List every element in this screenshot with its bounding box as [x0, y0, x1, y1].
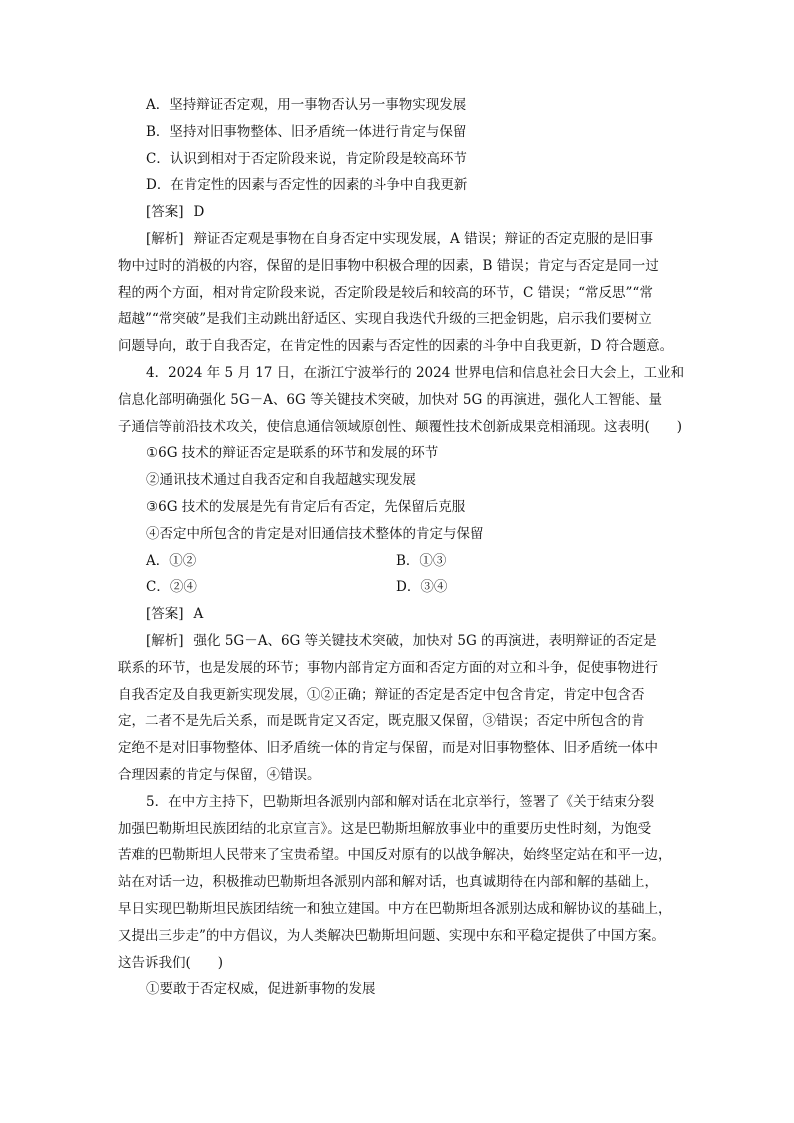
analysis-line: 合理因素的肯定与保留，④错误。 [118, 766, 321, 783]
q4-answer [118, 601, 686, 628]
document-page [118, 92, 686, 1003]
q4-choices [118, 548, 686, 602]
analysis-line: 问题导向，敢于自我否定，在肯定性的因素与否定性的因素的斗争中自我更新，D 符合题意。 [118, 338, 674, 355]
analysis-line: 程的两个方面，相对肯定阶段来说，否定阶段是较后和较高的环节，C 错误；“常反思”“常 [118, 284, 653, 301]
q3-option-d: D．在肯定性的因素与否定性的因素的斗争中自我更新 [146, 177, 468, 194]
answer-tag: [答案] [146, 606, 184, 623]
answer-value: D [193, 204, 205, 221]
analysis-text: 辩证否定观是事物在自身否定中实现发展，A 错误；辩证的否定克服的是旧事 [193, 230, 654, 247]
analysis-tag: [解析] [146, 230, 184, 247]
statement-item: ②通讯技术通过自我否定和自我超越实现发展 [146, 472, 416, 489]
q5-statements [118, 976, 686, 1003]
analysis-line [118, 226, 686, 253]
analysis-line: 超越”“常突破”是我们主动跳出舒适区、实现自我迭代升级的三把金钥匙，启示我们要树立 [118, 311, 652, 328]
statement-item: ①要敢于否定权威，促进新事物的发展 [146, 981, 376, 998]
q4-statements [118, 440, 686, 547]
analysis-line [118, 628, 686, 655]
choice-row [118, 574, 686, 601]
answer-tag: [答案] [146, 204, 184, 221]
statement-item: ①6G 技术的辩证否定是联系的环节和发展的环节 [146, 445, 439, 462]
stem-line: 加强巴勒斯坦民族团结的北京宣言》。这是巴勒斯坦解放事业中的重要历史性时刻，为饱受 [118, 820, 652, 837]
answer-value: A [193, 606, 204, 623]
q3-answer [118, 199, 686, 226]
stem-line: 又提出三步走”的中方倡议，为人类解决巴勒斯坦问题、实现中东和平稳定提供了中国方案。 [118, 927, 665, 944]
stem-line: 早日实现巴勒斯坦民族团结统一和独立建国。中方在巴勒斯坦各派别达成和解协议的基础上， [118, 900, 672, 917]
stem-line: 5．在中方主持下，巴勒斯坦各派别内部和解对话在北京举行，签署了《关于结束分裂 [146, 793, 655, 810]
q3-option-b: B．坚持对旧事物整体、旧矛盾统一体进行肯定与保留 [146, 123, 467, 140]
analysis-line: 联系的环节，也是发展的环节；事物内部肯定方面和否定方面的对立和斗争，促使事物进行 [118, 659, 658, 676]
q4-analysis [118, 628, 686, 789]
q4-stem [118, 360, 686, 440]
choice-c: C．②④ [146, 579, 197, 596]
q3-option-a: A．坚持辩证否定观，用一事物否认另一事物实现发展 [146, 97, 467, 113]
statement-item: ③6G 技术的发展是先有肯定后有否定，先保留后克服 [146, 498, 466, 515]
stem-line: 4．2024 年 5 月 17 日，在浙江宁波举行的 2024 世界电信和信息社会日大会上，工业和 [146, 364, 685, 381]
choice-b: B．①③ [396, 552, 447, 569]
analysis-line: 定，二者不是先后关系，而是既肯定又否定，既克服又保留，③错误；否定中所包含的肯 [118, 713, 645, 730]
analysis-tag: [解析] [146, 632, 184, 649]
q3-options [118, 92, 686, 199]
stem-line: 这告诉我们( ) [118, 954, 224, 971]
q5-stem [118, 789, 686, 977]
statement-item: ④否定中所包含的肯定是对旧通信技术整体的肯定与保留 [146, 525, 484, 542]
analysis-line: 自我否定及自我更新实现发展，①②正确；辩证的否定是否定中包含肯定，肯定中包含否 [118, 686, 645, 703]
stem-line: 信息化部明确强化 5G－A、6G 等关键技术突破，加快对 5G 的再演进，强化人工智能、量 [118, 391, 663, 408]
choice-d: D．③④ [396, 579, 448, 596]
choice-row [118, 548, 686, 575]
q3-option-c: C．认识到相对于否定阶段来说，肯定阶段是较高环节 [146, 150, 467, 167]
analysis-line: 物中过时的消极的内容，保留的是旧事物中积极合理的因素，B 错误；肯定与否定是同一过 [118, 257, 659, 274]
analysis-text: 强化 5G－A、6G 等关键技术突破，加快对 5G 的再演进，表明辩证的否定是 [193, 632, 657, 649]
q3-analysis [118, 226, 686, 360]
choice-a: A．①② [146, 552, 197, 569]
analysis-line: 定绝不是对旧事物整体、旧矛盾统一体的肯定与保留，而是对旧事物整体、旧矛盾统一体中 [118, 740, 658, 757]
stem-line: 子通信等前沿技术攻关，使信息通信领域原创性、颠覆性技术创新成果竞相涌现。这表明( ) [118, 418, 683, 435]
stem-line: 站在对话一边，积极推动巴勒斯坦各派别内部和解对话，也真诚期待在内部和解的基础上， [118, 874, 658, 891]
stem-line: 苦难的巴勒斯坦人民带来了宝贵希望。中国反对原有的以战争解决，始终坚定站在和平一边， [118, 847, 672, 864]
